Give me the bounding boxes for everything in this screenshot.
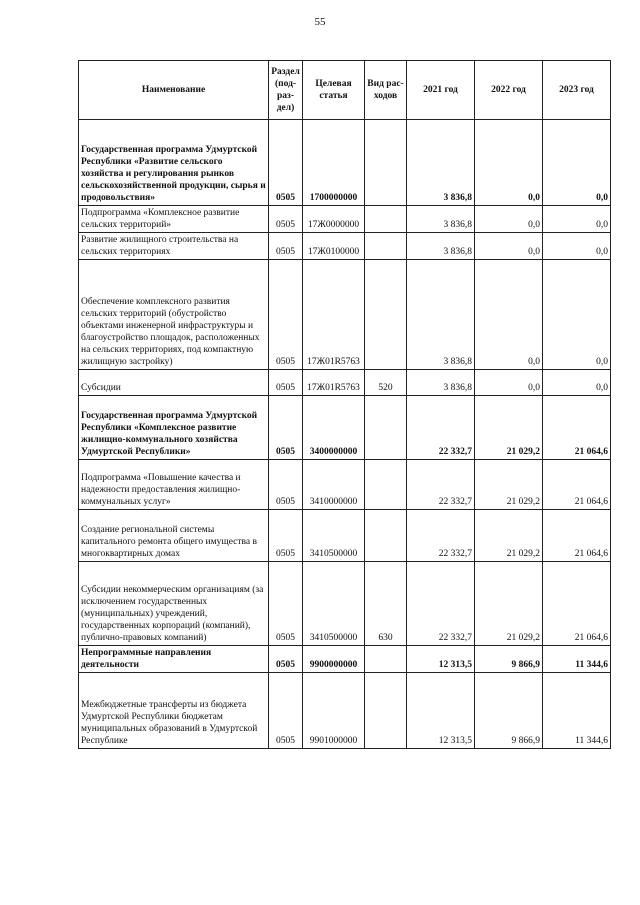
table-row [79, 370, 611, 396]
table-row [79, 510, 611, 562]
row-2023: 21 064,6 [543, 396, 611, 460]
row-2021: 3 836,8 [407, 120, 475, 206]
row-section: 0505 [269, 460, 303, 510]
row-name: Подпрограмма «Повышение качества и надежности предоставления жилищно-коммунальных услуг» [79, 460, 269, 510]
row-2021: 22 332,7 [407, 396, 475, 460]
row-section: 0505 [269, 673, 303, 749]
row-name: Межбюджетные трансферты из бюджета Удмуртской Республики бюджетам муниципальных образований в Удмуртской Республике [79, 673, 269, 749]
row-name: Подпрограмма «Комплексное развитие сельских территорий» [79, 206, 269, 233]
row-2021: 22 332,7 [407, 460, 475, 510]
row-2022: 9 866,9 [475, 646, 543, 673]
row-target: 9900000000 [303, 646, 365, 673]
row-exp-type [365, 206, 407, 233]
row-2021: 3 836,8 [407, 260, 475, 370]
row-2023: 0,0 [543, 233, 611, 260]
col-header-target: Целевая статья [303, 61, 365, 120]
row-2021: 12 313,5 [407, 646, 475, 673]
row-name: Создание региональной системы капитального ремонта общего имущества в многоквартирных домах [79, 510, 269, 562]
row-2023: 0,0 [543, 370, 611, 396]
row-section: 0505 [269, 646, 303, 673]
col-header-2021: 2021 год [407, 61, 475, 120]
row-target: 17Ж0100000 [303, 233, 365, 260]
row-name: Обеспечение комплексного развития сельских территорий (обустройство объектами инженерной инфраструктуры и благоустройство площадок, расположенных на сельских территориях, под компактную жилищную застройку) [79, 260, 269, 370]
row-2022: 9 866,9 [475, 673, 543, 749]
row-target: 17Ж01R5763 [303, 260, 365, 370]
row-2023: 11 344,6 [543, 646, 611, 673]
row-target: 3410500000 [303, 562, 365, 646]
row-2022: 0,0 [475, 260, 543, 370]
row-section: 0505 [269, 206, 303, 233]
col-header-2023: 2023 год [543, 61, 611, 120]
table-row [79, 396, 611, 460]
row-target: 9901000000 [303, 673, 365, 749]
row-name: Субсидии некоммерческим организациям (за исключением государственных (муниципальных) учреждений, государственных корпораций (компаний), публично-правовых компаний) [79, 562, 269, 646]
page-number: 55 [314, 16, 326, 28]
row-2021: 3 836,8 [407, 370, 475, 396]
budget-table [78, 60, 611, 749]
row-name: Развитие жилищного строительства на сельских территориях [79, 233, 269, 260]
table-row [79, 673, 611, 749]
row-exp-type [365, 120, 407, 206]
table-header-row [79, 61, 611, 120]
col-header-name: Наименование [79, 61, 269, 120]
row-exp-type [365, 646, 407, 673]
row-2021: 22 332,7 [407, 510, 475, 562]
row-2021: 22 332,7 [407, 562, 475, 646]
row-2022: 21 029,2 [475, 510, 543, 562]
row-section: 0505 [269, 120, 303, 206]
row-2023: 11 344,6 [543, 673, 611, 749]
row-exp-type [365, 460, 407, 510]
row-2023: 21 064,6 [543, 562, 611, 646]
row-exp-type [365, 510, 407, 562]
row-target: 3410000000 [303, 460, 365, 510]
row-2022: 0,0 [475, 120, 543, 206]
row-exp-type [365, 260, 407, 370]
row-name: Непрограммные направления деятельности [79, 646, 269, 673]
row-2021: 3 836,8 [407, 233, 475, 260]
row-target: 17Ж01R5763 [303, 370, 365, 396]
row-target: 3410500000 [303, 510, 365, 562]
row-2022: 21 029,2 [475, 460, 543, 510]
row-2023: 0,0 [543, 260, 611, 370]
row-exp-type [365, 233, 407, 260]
row-2022: 0,0 [475, 206, 543, 233]
row-target: 17Ж0000000 [303, 206, 365, 233]
row-section: 0505 [269, 396, 303, 460]
row-target: 1700000000 [303, 120, 365, 206]
table-row [79, 120, 611, 206]
row-name: Государственная программа Удмуртской Республики «Развитие сельского хозяйства и регулирования рынков сельскохозяйственной продукции, сырья и продовольствия» [79, 120, 269, 206]
row-2021: 12 313,5 [407, 673, 475, 749]
row-2021: 3 836,8 [407, 206, 475, 233]
row-target: 3400000000 [303, 396, 365, 460]
table-row [79, 460, 611, 510]
table-row [79, 646, 611, 673]
row-section: 0505 [269, 233, 303, 260]
col-header-section: Раздел (под-раз-дел) [269, 61, 303, 120]
row-2023: 0,0 [543, 206, 611, 233]
table-row [79, 562, 611, 646]
row-section: 0505 [269, 370, 303, 396]
row-2022: 21 029,2 [475, 562, 543, 646]
row-2022: 0,0 [475, 233, 543, 260]
row-2022: 0,0 [475, 370, 543, 396]
row-name: Субсидии [79, 370, 269, 396]
row-2023: 0,0 [543, 120, 611, 206]
col-header-exp-type: Вид рас-ходов [365, 61, 407, 120]
row-section: 0505 [269, 510, 303, 562]
row-exp-type [365, 396, 407, 460]
col-header-2022: 2022 год [475, 61, 543, 120]
row-exp-type: 630 [365, 562, 407, 646]
row-2022: 21 029,2 [475, 396, 543, 460]
row-2023: 21 064,6 [543, 460, 611, 510]
row-section: 0505 [269, 562, 303, 646]
table-row [79, 206, 611, 233]
row-name: Государственная программа Удмуртской Республики «Комплексное развитие жилищно-коммунального хозяйства Удмуртской Республики» [79, 396, 269, 460]
table-row [79, 233, 611, 260]
row-2023: 21 064,6 [543, 510, 611, 562]
row-exp-type: 520 [365, 370, 407, 396]
table-row [79, 260, 611, 370]
row-exp-type [365, 673, 407, 749]
row-section: 0505 [269, 260, 303, 370]
